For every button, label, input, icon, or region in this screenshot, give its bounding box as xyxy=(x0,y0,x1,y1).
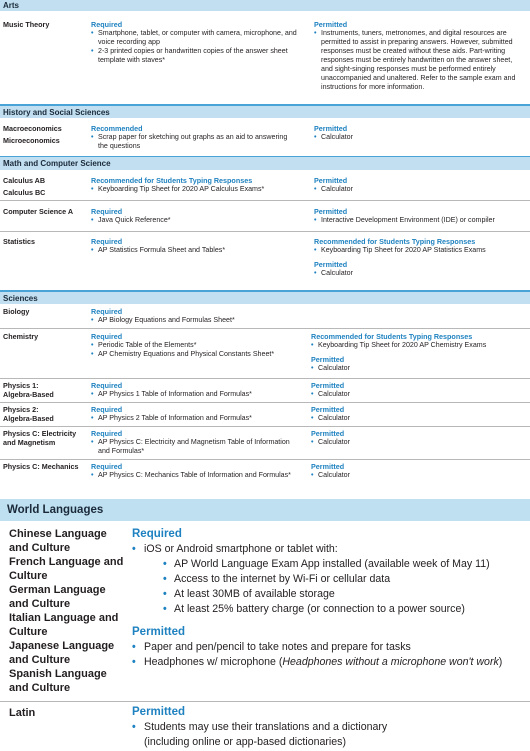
physics-c-mech-required xyxy=(91,462,291,480)
list-item: • iOS or Android smartphone or tablet with: xyxy=(132,542,528,557)
section-header-arts xyxy=(0,0,530,11)
permitted-label: Permitted xyxy=(314,124,348,133)
calculus-permitted xyxy=(314,176,514,194)
subject-line: and Magnetism xyxy=(3,438,56,447)
subject-music-theory: Music Theory xyxy=(3,20,50,29)
required-label: Required xyxy=(91,462,123,471)
economics-recommended xyxy=(91,124,291,151)
row-computer-science-a xyxy=(0,200,530,231)
list-item: • AP Physics 1 Table of Information and Formulas* xyxy=(91,390,306,399)
physics-2-required xyxy=(91,405,306,423)
subject-physics-c-mechanics: Physics C: Mechanics xyxy=(3,462,79,471)
calculus-recommended xyxy=(91,176,311,194)
list-item: • AP Physics 2 Table of Information and Formulas* xyxy=(91,414,306,423)
subject-statistics: Statistics xyxy=(3,237,35,246)
permitted-label: Permitted xyxy=(311,355,345,364)
row-biology xyxy=(0,304,530,328)
section-title: Math and Computer Science xyxy=(3,159,111,168)
economics-permitted xyxy=(314,124,514,142)
list-item: • Smartphone, tablet, or computer with camera, microphone, and voice recording app xyxy=(91,29,306,47)
subject-line: Algebra-Based xyxy=(3,414,54,423)
csa-required xyxy=(91,207,301,225)
list-item: • Keyboarding Tip Sheet for 2020 AP Calculus Exams* xyxy=(91,185,311,194)
list-item: • Java Quick Reference* xyxy=(91,216,301,225)
list-item: • Calculator xyxy=(311,390,511,399)
subject-calculus-bc: Calculus BC xyxy=(3,188,46,197)
language-name: German Language and Culture xyxy=(9,584,106,610)
typing-label: Recommended for Students Typing Responses xyxy=(314,237,476,246)
subject-line: Algebra-Based xyxy=(3,390,54,399)
subject-microeconomics: Microeconomics xyxy=(3,136,60,145)
row-physics-c-mechanics xyxy=(0,459,530,492)
section-title: History and Social Sciences xyxy=(3,107,110,117)
row-economics xyxy=(0,118,530,156)
world-language-list xyxy=(9,527,127,695)
permitted-label: Permitted xyxy=(311,462,345,471)
permitted-label: Permitted xyxy=(311,405,345,414)
language-name: Spanish Language and Culture xyxy=(9,668,107,694)
subject-line: Physics 2: xyxy=(3,405,39,414)
subject-computer-science-a: Computer Science A xyxy=(3,207,74,216)
section-title: Sciences xyxy=(3,293,38,303)
statistics-typing xyxy=(314,237,528,278)
section-header-history xyxy=(0,104,530,118)
permitted-label: Permitted xyxy=(314,260,348,269)
subject-line: Physics C: Electricity xyxy=(3,429,77,438)
list-item: • Instruments, tuners, metronomes, and digital resources are permitted to assist in preparing answers. However, submitted responses must be created without these aids. Part-writing responses must be entirely handwritten on the answer sheet, and sight-singing responses must be performed entirely unaccompanied and unaltered. Refer to the sample exam and instructions for more information. xyxy=(314,29,524,92)
sub-list-item: • Access to the internet by Wi-Fi or cellular data xyxy=(132,572,528,587)
required-label: Required xyxy=(91,429,123,438)
row-chemistry xyxy=(0,328,530,378)
list-item: • Scrap paper for sketching out graphs as an aid to answering the questions xyxy=(91,133,291,151)
list-item: • AP Physics C: Electricity and Magnetism Table of Information and Formulas* xyxy=(91,438,291,456)
subject-line: Physics 1: xyxy=(3,381,39,390)
sub-list-item: • At least 30MB of available storage xyxy=(132,587,528,602)
permitted-label: Permitted xyxy=(314,176,348,185)
physics-1-required xyxy=(91,381,306,399)
list-item: • Calculator xyxy=(311,364,528,373)
permitted-label: Permitted xyxy=(132,626,186,638)
subject-physics-2 xyxy=(3,405,54,423)
row-physics-1 xyxy=(0,378,530,402)
section-header-world-languages xyxy=(0,499,530,521)
chemistry-required xyxy=(91,332,306,359)
required-label: Required xyxy=(91,20,123,29)
permitted-label: Permitted xyxy=(132,706,186,718)
text: ) xyxy=(498,656,503,668)
list-item: • Calculator xyxy=(314,269,528,278)
language-name: Chinese Language and Culture xyxy=(9,528,107,554)
subject-chemistry: Chemistry xyxy=(3,332,39,341)
row-physics-c-em xyxy=(0,426,530,459)
list-item: • Calculator xyxy=(314,133,514,142)
permitted-label: Permitted xyxy=(314,207,348,216)
subject-physics-c-em xyxy=(3,429,76,447)
row-physics-2 xyxy=(0,402,530,426)
physics-2-permitted xyxy=(311,405,511,423)
subject-biology: Biology xyxy=(3,307,30,316)
required-label: Required xyxy=(91,237,123,246)
section-title: World Languages xyxy=(7,504,104,516)
required-label: Required xyxy=(132,528,182,540)
row-latin xyxy=(0,701,530,751)
statistics-required xyxy=(91,237,306,255)
permitted-label: Permitted xyxy=(311,381,345,390)
required-label: Required xyxy=(91,381,123,390)
physics-1-permitted xyxy=(311,381,511,399)
section-header-sciences xyxy=(0,290,530,304)
list-item: • Calculator xyxy=(314,185,514,194)
list-item: • Interactive Development Environment (IDE) or compiler xyxy=(314,216,528,225)
section-title: Arts xyxy=(3,1,20,10)
list-item: • Students may use their translations and a dictionary (including online or app-based dictionaries) xyxy=(132,720,432,750)
language-name: French Language and Culture xyxy=(9,556,124,582)
latin-permitted xyxy=(132,705,432,750)
music-theory-required xyxy=(91,20,306,65)
subject-calculus-ab: Calculus AB xyxy=(3,176,46,185)
world-languages-requirements xyxy=(132,527,528,670)
permitted-label: Permitted xyxy=(311,429,345,438)
physics-c-mech-permitted xyxy=(311,462,511,480)
sub-list-item: • At least 25% battery charge (or connection to a power source) xyxy=(132,602,528,617)
list-item: • AP Physics C: Mechanics Table of Information and Formulas* xyxy=(91,471,291,480)
list-item: • Periodic Table of the Elements* xyxy=(91,341,306,350)
list-item: • Keyboarding Tip Sheet for 2020 AP Statistics Exams xyxy=(314,246,528,255)
list-item: • Paper and pen/pencil to take notes and prepare for tasks xyxy=(132,640,528,655)
section-header-math xyxy=(0,156,530,170)
required-label: Required xyxy=(91,307,123,316)
recommended-label: Recommended xyxy=(91,124,143,133)
music-theory-permitted xyxy=(314,20,524,92)
chemistry-typing xyxy=(311,332,528,373)
subject-macroeconomics: Macroeconomics xyxy=(3,124,62,133)
list-item: • AP Biology Equations and Formulas Sheet* xyxy=(91,316,306,325)
list-item: • AP Chemistry Equations and Physical Constants Sheet* xyxy=(91,350,306,359)
physics-c-em-permitted xyxy=(311,429,511,447)
list-item: • Calculator xyxy=(311,414,511,423)
required-label: Required xyxy=(91,332,123,341)
list-item: • Calculator xyxy=(311,438,511,447)
list-item: • Calculator xyxy=(311,471,511,480)
required-label: Required xyxy=(91,405,123,414)
language-name: Japanese Language and Culture xyxy=(9,640,115,666)
subject-latin: Latin xyxy=(9,707,36,719)
sub-list-item: • AP World Language Exam App installed (available week of May 11) xyxy=(132,557,528,572)
list-item: • 2-3 printed copies or handwritten copies of the answer sheet template with staves* xyxy=(91,47,306,65)
typing-label: Recommended for Students Typing Responses xyxy=(311,332,473,341)
biology-required xyxy=(91,307,306,325)
required-label: Required xyxy=(91,207,123,216)
text: Headphones w/ microphone ( xyxy=(144,656,283,668)
row-world-languages xyxy=(0,521,530,701)
typing-label: Recommended for Students Typing Responses xyxy=(91,176,253,185)
row-statistics xyxy=(0,231,530,286)
physics-c-em-required xyxy=(91,429,291,456)
list-item-headphones xyxy=(132,655,528,670)
emphasis-text: Headphones without a microphone won't work xyxy=(282,656,499,668)
subject-physics-1 xyxy=(3,381,54,399)
row-music-theory xyxy=(0,11,530,100)
row-calculus xyxy=(0,170,530,200)
permitted-label: Permitted xyxy=(314,20,348,29)
list-item: • AP Statistics Formula Sheet and Tables* xyxy=(91,246,306,255)
list-item: • Keyboarding Tip Sheet for 2020 AP Chemistry Exams xyxy=(311,341,528,350)
language-name: Italian Language and Culture xyxy=(9,612,119,638)
csa-permitted xyxy=(314,207,528,225)
